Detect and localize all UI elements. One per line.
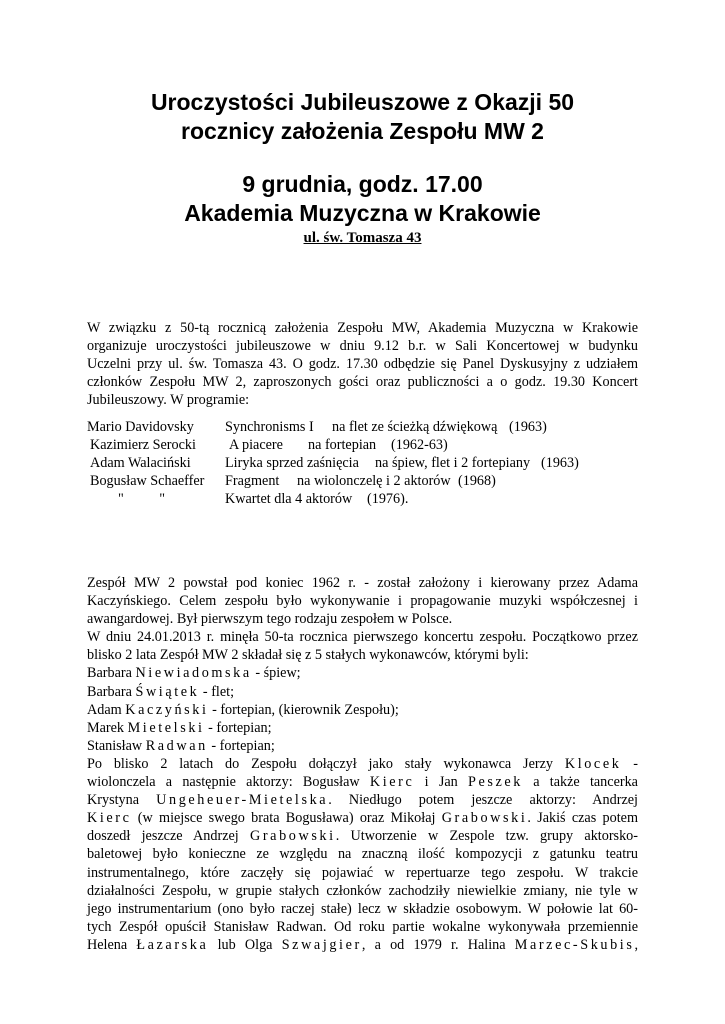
text-segment: doszedł jeszcze Andrzej <box>87 828 251 845</box>
intro-line: członków Zespołu MW 2, zaproszonych gości oraz publiczności a o godz. 19.30 Koncert <box>87 374 638 391</box>
date-line: 9 grudnia, godz. 17.00 <box>242 171 483 197</box>
history-line <box>87 755 638 773</box>
program-composer: Kazimierz Serocki <box>90 437 196 454</box>
history-line: awangardowej. Był pierwszym tego rodzaju zespołem w Polsce. <box>87 611 453 628</box>
text-segment: - <box>621 755 638 772</box>
program-composer-ditto: " " <box>118 491 166 508</box>
member-role: - flet; <box>202 683 235 700</box>
program-instrumentation: na fortepian <box>308 437 377 454</box>
program-list <box>87 418 647 508</box>
member-role: - fortepian; <box>211 737 275 754</box>
history-line: blisko 2 lata Zespół MW 2 składał się z 5 stałych wykonawców, którymi byli: <box>87 647 529 664</box>
member-last-name: Niewiadomska <box>135 665 252 682</box>
person-surname: Łazarska <box>136 936 209 953</box>
member-role: - śpiew; <box>255 665 301 682</box>
member-role: - fortepian, (kierownik Zespołu); <box>212 701 399 718</box>
text-segment: , <box>634 936 638 953</box>
person-surname: Klocek <box>564 755 622 772</box>
text-segment: jego instrumentarium (ono było raczej stałe) lecz w składzie osobowym. W połowie lat 60- <box>87 900 638 917</box>
program-year: (1968) <box>458 473 496 490</box>
member-last-name: Radwan <box>145 737 208 754</box>
text-segment: tych Zespół opuścił Stanisław Radwan. Od roku partie wokalne wykonywała przemiennie <box>87 918 638 935</box>
member-last-name: Świątek <box>135 683 200 700</box>
address-line: ul. św. Tomasza 43 <box>303 230 422 246</box>
person-surname: Grabowski <box>250 828 336 845</box>
member-first-name: Adam <box>87 701 122 718</box>
text-segment: i Jan <box>414 774 468 791</box>
program-work: Liryka sprzed zaśnięcia <box>225 455 359 472</box>
history-line <box>87 773 638 791</box>
program-composer: Bogusław Schaeffer <box>90 473 205 490</box>
intro-line: organizuje uroczystości jubileuszowe w dniu 9.12 b.r. w Sali Koncertowej w budynku <box>87 338 638 355</box>
text-segment: Po blisko 2 latach do Zespołu dołączył jako stały wykonawca Jerzy <box>87 755 565 772</box>
text-segment: , a od 1979 r. Halina <box>361 936 515 953</box>
program-row <box>87 436 647 454</box>
text-segment: działalności Zespołu, w grupie stałych członków zachodziły niewielkie zmiany, nie tyle w <box>87 882 638 899</box>
intro-line: Jubileuszowy. W programie: <box>87 392 250 409</box>
program-work: Synchronisms I <box>225 419 314 435</box>
person-surname: Marzec-Skubis <box>514 936 635 953</box>
text-segment: (w miejsce swego brata Bogusława) oraz Mikołaj <box>131 810 442 827</box>
program-year: (1963) <box>509 419 547 435</box>
member-line <box>87 719 638 737</box>
program-row <box>87 472 647 490</box>
text-segment: . Niedługo potem jeszcze aktorzy: Andrzej <box>328 792 639 809</box>
program-work: Kwartet dla 4 aktorów <box>225 491 353 508</box>
text-segment: . Jakiś czas potem <box>527 810 638 827</box>
member-line <box>87 683 638 701</box>
text-segment: . Utworzenie w Zespole tzw. grupy aktorsko- <box>335 828 638 845</box>
program-year: (1976). <box>367 491 409 508</box>
text-segment: Helena <box>87 936 137 953</box>
venue-line: Akademia Muzyczna w Krakowie <box>184 200 541 226</box>
history-section <box>87 574 638 954</box>
history-line: Kaczyńskiego. Celem zespołu było wykonywanie i propagowanie muzyki współczesnej i <box>87 593 638 610</box>
history-line <box>87 882 638 900</box>
title-line-1: Uroczystości Jubileuszowe z Okazji 50 <box>150 89 575 115</box>
member-line <box>87 664 638 682</box>
program-row <box>87 490 647 508</box>
member-line <box>87 737 638 755</box>
program-row <box>87 454 647 472</box>
history-line <box>87 918 638 936</box>
history-line <box>87 900 638 918</box>
intro-line: W związku z 50-tą rocznicą założenia Zespołu MW, Akademia Muzyczna w Krakowie <box>87 320 638 336</box>
person-surname: Kierc <box>369 774 415 791</box>
history-line: Zespół MW 2 powstał pod koniec 1962 r. - został założony i kierowany przez Adama <box>87 575 638 591</box>
program-instrumentation: na flet ze ścieżką dźwiękową <box>332 419 498 435</box>
history-line <box>87 827 638 845</box>
program-row <box>87 418 647 436</box>
text-segment: a także tancerka <box>522 774 638 791</box>
member-first-name: Stanisław <box>87 737 143 754</box>
program-work: A piacere <box>229 437 283 454</box>
program-composer: Mario Davidovsky <box>87 419 194 435</box>
text-segment: lub Olga <box>208 936 282 953</box>
member-last-name: Mietelski <box>127 719 205 736</box>
program-instrumentation: na wiolonczelę i 2 aktorów <box>297 473 451 490</box>
member-line <box>87 701 638 719</box>
history-line <box>87 845 638 863</box>
intro-line: Uczelni przy ul. św. Tomasza 43. O godz. 17.30 odbędzie się Panel Dyskusyjny z udziałem <box>87 356 638 373</box>
text-segment: instrumentalnego, które zaczęły się pojawiać w repertuarze tego zespołu. W trakcie <box>87 864 638 881</box>
intro-paragraph <box>87 319 638 409</box>
person-surname: Kierc <box>87 810 132 827</box>
history-line <box>87 791 638 809</box>
history-line: W dniu 24.01.2013 r. minęła 50-ta rocznica pierwszego koncertu zespołu. Początkowo przez <box>87 629 638 646</box>
member-first-name: Marek <box>87 719 125 736</box>
member-first-name: Barbara <box>87 665 132 682</box>
title-line-2: rocznicy założenia Zespołu MW 2 <box>181 118 544 144</box>
program-year: (1962-63) <box>391 437 448 454</box>
person-surname: Grabowski <box>441 810 528 827</box>
member-role: - fortepian; <box>208 719 272 736</box>
member-last-name: Kaczyński <box>125 701 209 718</box>
text-segment: baletowej było konieczne ze względu na znaczną ilość kompozycji z gatunku teatru <box>87 846 638 863</box>
person-surname: Ungeheuer-Mietelska <box>156 792 329 809</box>
text-segment: Krystyna <box>87 792 157 809</box>
text-segment: wiolonczela a następnie aktorzy: Bogusław <box>87 774 370 791</box>
person-surname: Peszek <box>467 774 523 791</box>
program-instrumentation: na śpiew, flet i 2 fortepiany <box>375 455 531 472</box>
history-line <box>87 864 638 882</box>
history-line <box>87 936 638 954</box>
history-line <box>87 809 638 827</box>
program-composer: Adam Walaciński <box>90 455 191 472</box>
program-year: (1963) <box>541 455 579 472</box>
history-paragraph-3 <box>87 755 638 954</box>
person-surname: Szwajgier <box>281 936 362 953</box>
program-work: Fragment <box>225 473 280 490</box>
member-first-name: Barbara <box>87 683 132 700</box>
